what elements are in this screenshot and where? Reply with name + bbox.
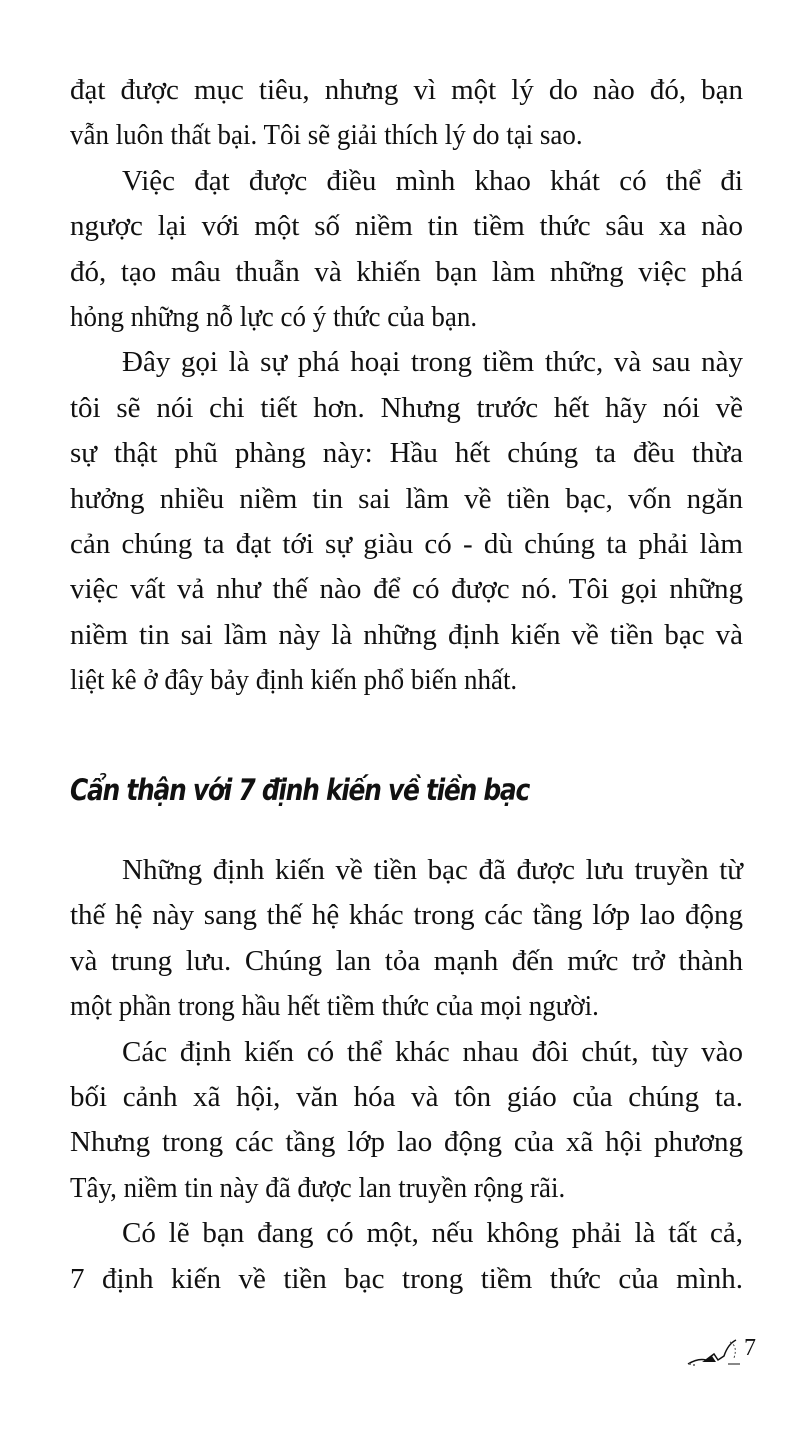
text-line-content: 7 định kiến về tiền bạc trong tiềm thức của mình. [70, 1262, 743, 1295]
text-line [122, 159, 743, 204]
decorative-flourish-icon [684, 1334, 740, 1368]
text-line [70, 1075, 743, 1120]
text-line-content: Các định kiến có thể khác nhau đôi chút, tùy vào [122, 1035, 743, 1068]
text-line-content: Nhưng trong các tầng lớp lao động của xã hội phương [70, 1126, 743, 1159]
text-line-content: và trung lưu. Chúng lan tỏa mạnh đến mức trở thành [70, 944, 743, 977]
text-line-content: Tây, niềm tin này đã được lan truyền rộng rãi. [70, 1171, 566, 1204]
text-line [70, 658, 551, 703]
text-line-content: bối cảnh xã hội, văn hóa và tôn giáo của chúng ta. [70, 1081, 743, 1113]
text-line [70, 477, 743, 522]
text-line [70, 386, 743, 431]
text-line-content: đó, tạo mâu thuẫn và khiến bạn làm những việc phá [70, 255, 743, 288]
text-line [70, 1257, 743, 1302]
text-line [122, 1211, 743, 1256]
text-line [70, 295, 508, 340]
text-line [70, 1166, 602, 1211]
section-heading: Cẩn thận với 7 định kiến về tiền bạc [70, 773, 529, 807]
text-line [70, 113, 621, 158]
text-line [70, 522, 743, 567]
text-line-content: tôi sẽ nói chi tiết hơn. Nhưng trước hết hãy nói về [70, 391, 743, 424]
text-line-content: cản chúng ta đạt tới sự giàu có - dù chúng ta phải làm [70, 528, 743, 560]
text-line-content: đạt được mục tiêu, nhưng vì một lý do nào đó, bạn [70, 74, 743, 106]
text-line [70, 939, 743, 984]
text-line-content: một phần trong hầu hết tiềm thức của mọi người. [70, 990, 599, 1023]
text-line [122, 848, 743, 893]
text-line [70, 250, 743, 295]
text-line [122, 1030, 743, 1075]
text-line [70, 567, 743, 612]
text-line [70, 1120, 743, 1165]
text-line [70, 893, 743, 938]
text-line-content: Những định kiến về tiền bạc đã được lưu truyền từ [122, 854, 743, 886]
text-line-content: Có lẽ bạn đang có một, nếu không phải là tất cả, [122, 1217, 743, 1250]
text-line [70, 204, 743, 249]
text-line-content: Đây gọi là sự phá hoại trong tiềm thức, và sau này [122, 346, 743, 379]
text-line-content: niềm tin sai lầm này là những định kiến về tiền bạc và [70, 618, 743, 651]
text-line-content: thế hệ này sang thế hệ khác trong các tầng lớp lao động [70, 899, 743, 932]
text-line-content: sự thật phũ phàng này: Hầu hết chúng ta đều thừa [70, 437, 743, 470]
text-line-content: hỏng những nỗ lực có ý thức của bạn. [70, 301, 478, 333]
text-line [70, 68, 743, 113]
text-line-content: ngược lại với một số niềm tin tiềm thức sâu xa nào [70, 210, 743, 243]
text-line [70, 984, 639, 1029]
text-line-content: liệt kê ở đây bảy định kiến phổ biến nhất. [70, 664, 518, 697]
text-line-content: việc vất vả như thế nào để có được nó. Tôi gọi những [70, 573, 743, 606]
text-line [122, 340, 743, 385]
text-line-content: vẫn luôn thất bại. Tôi sẽ giải thích lý do tại sao. [70, 119, 583, 152]
text-line [70, 431, 743, 476]
text-line [70, 613, 743, 658]
page-number: 7 [744, 1335, 756, 1361]
text-line-content: Việc đạt được điều mình khao khát có thể đi [122, 164, 743, 197]
text-line-content: hưởng nhiều niềm tin sai lầm về tiền bạc, vốn ngăn [70, 482, 743, 515]
